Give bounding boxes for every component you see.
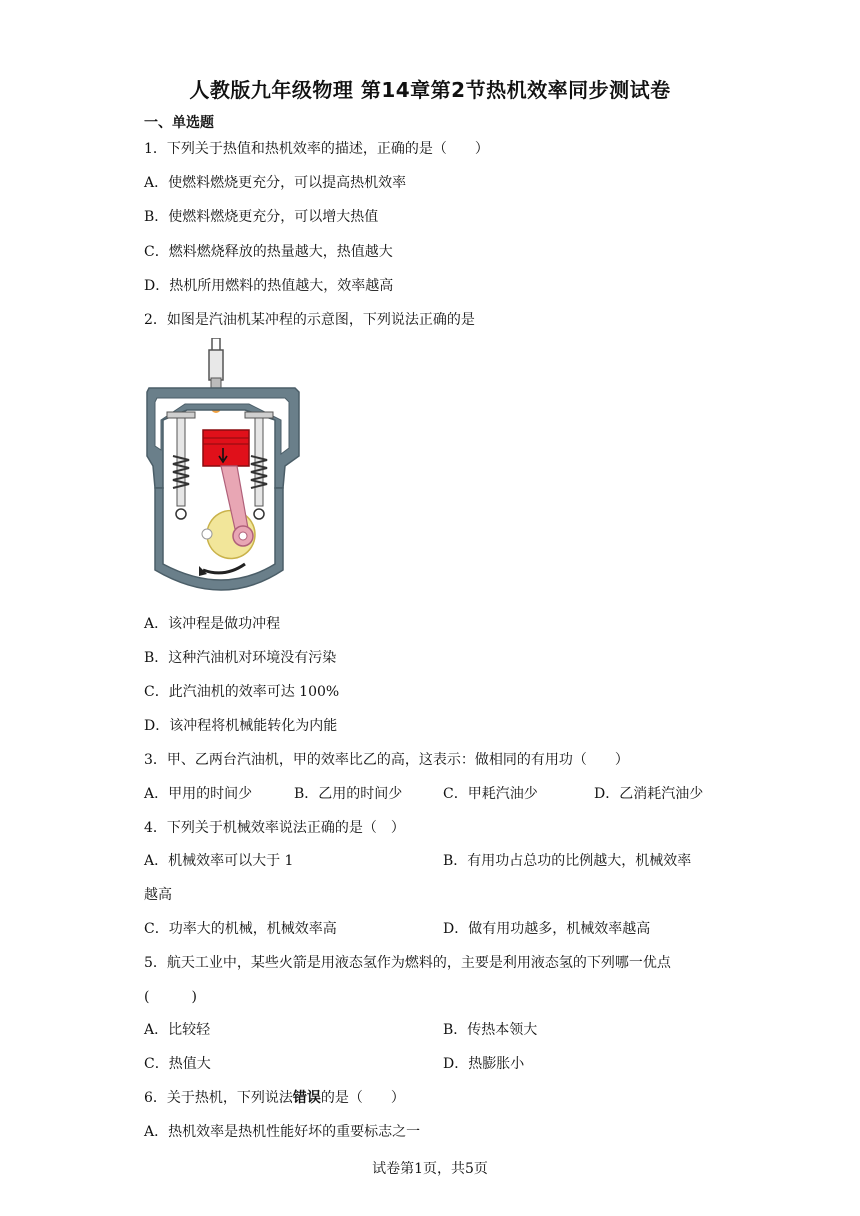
question-2-option-b: B．这种汽油机对环境没有污染 (144, 650, 337, 666)
question-3-option-a: A．甲用的时间少 (144, 786, 253, 802)
question-5-option-d: D．热膨胀小 (443, 1056, 525, 1072)
question-2-option-a: A．该冲程是做功冲程 (144, 616, 281, 632)
question-4-option-c: C．功率大的机械，机械效率高 (144, 921, 337, 937)
question-3-option-b: B．乙用的时间少 (294, 786, 403, 802)
question-5-option-b: B．传热本领大 (443, 1022, 538, 1038)
page-footer: 试卷第1页，共5页 (372, 1161, 488, 1177)
question-1-option-a: A．使燃料燃烧更充分，可以提高热机效率 (144, 175, 407, 191)
question-1-option-b: B．使燃料燃烧更充分，可以增大热值 (144, 209, 379, 225)
question-2-stem: 2．如图是汽油机某冲程的示意图，下列说法正确的是 (144, 312, 475, 328)
question-1-option-d: D．热机所用燃料的热值越大，效率越高 (144, 278, 394, 294)
question-5-option-a: A．比较轻 (144, 1022, 211, 1038)
question-4-option-b-continued: 越高 (144, 887, 172, 903)
question-4-option-a: A．机械效率可以大于 1 (144, 853, 294, 869)
question-6-stem-suffix: 的是（ ） (320, 1090, 405, 1106)
question-4-stem: 4．下列关于机械效率说法正确的是（ ） (144, 820, 405, 836)
section-heading: 一、单选题 (144, 115, 214, 131)
question-5-answer-paren: ( ) (144, 989, 197, 1005)
question-6-option-a: A．热机效率是热机性能好坏的重要标志之一 (144, 1124, 421, 1140)
question-3-stem: 3．甲、乙两台汽油机，甲的效率比乙的高，这表示：做相同的有用功（ ） (144, 752, 629, 768)
question-1-option-c: C．燃料燃烧释放的热量越大，热值越大 (144, 244, 393, 260)
page-title: 人教版九年级物理 第14章第2节热机效率同步测试卷 (189, 78, 671, 102)
question-2-option-d: D．该冲程将机械能转化为内能 (144, 718, 338, 734)
gasoline-engine-diagram (145, 338, 305, 598)
question-6-stem-emphasis: 错误 (292, 1090, 321, 1106)
question-3-option-c: C．甲耗汽油少 (443, 786, 538, 802)
question-6-stem-prefix: 6．关于热机，下列说法 (144, 1090, 293, 1106)
question-5-stem: 5．航天工业中，某些火箭是用液态氢作为燃料的，主要是利用液态氢的下列哪一优点 (144, 955, 671, 971)
question-3-option-d: D．乙消耗汽油少 (594, 786, 704, 802)
question-1-stem: 1．下列关于热值和热机效率的描述，正确的是（ ） (144, 141, 489, 157)
question-5-option-c: C．热值大 (144, 1056, 211, 1072)
question-4-option-d: D．做有用功越多，机械效率越高 (443, 921, 651, 937)
question-4-option-b: B．有用功占总功的比例越大，机械效率 (443, 853, 692, 869)
question-6-stem (144, 1089, 405, 1107)
question-2-option-c: C．此汽油机的效率可达 100% (144, 684, 340, 700)
